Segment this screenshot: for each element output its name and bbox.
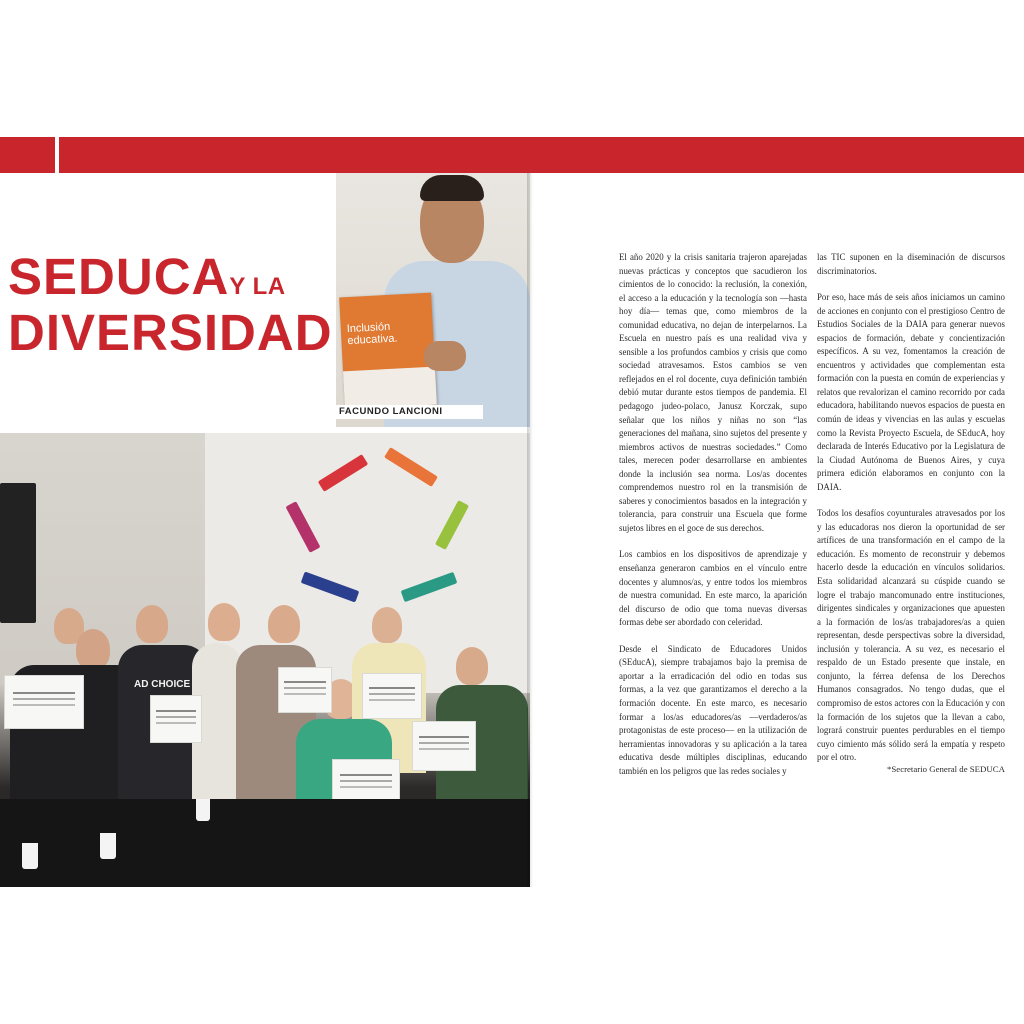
- attendee-head: [268, 605, 300, 643]
- header-red-bar-left: [0, 137, 55, 173]
- star-segment-teal: [401, 572, 458, 602]
- author-footnote: *Secretario General de SEDUCA: [887, 764, 1005, 774]
- attendee-head: [372, 607, 402, 643]
- paragraph: las TIC suponen en la diseminación de discursos discriminatorios.: [817, 252, 1005, 276]
- title-seduca: SEDUCA: [8, 248, 230, 305]
- title-diversidad: DIVERSIDAD: [8, 304, 333, 361]
- attendee-head: [208, 603, 240, 641]
- attendee-head: [456, 647, 488, 685]
- held-publication: [339, 293, 437, 410]
- group-photo: [0, 433, 530, 887]
- article-column-1: [619, 251, 807, 791]
- paragraph: Todos los desafíos coyunturales atravesados por los y las educadoras nos dieron la oportunidad de ser artífices de una transformación en el campo de la educación. Es momento de reconstruir y debemos hacerlo desde la educación en vínculos solidarios. Esta solidaridad alcanzará su cúspide cuando se logre el trabajo mancomunado entre instituciones, dirigentes sindicales y organizaciones que apuesten a la formación de los/as trabajadores/as a quien representan, desde perspectivas sobre la diversidad, inclusión y tolerancia. A su vez, es necesario el respaldo de un Estado presente que instale, en conjunto, la férrea defensa de los Derechos Humanos consagrados. No tengo dudas, que el compromiso de estos actores con la Educación y con la formación de los sujetos que la llevan a cabo, logrará construir puentes perdurables en el tiempo cuyo cimiento más sólido será la empatía y respeto por el otro.: [817, 508, 1005, 763]
- page-gutter: [527, 173, 533, 887]
- certificate: [362, 673, 422, 719]
- star-segment-red: [318, 454, 368, 492]
- certificate: [412, 721, 476, 771]
- star-segment-blue: [301, 571, 360, 602]
- tshirt-print: AD CHOICE: [134, 679, 191, 690]
- portrait-photo: [336, 173, 530, 427]
- star-segment-orange: [384, 447, 438, 487]
- title-y-la: Y LA: [229, 273, 286, 300]
- speaker-cabinet: [0, 483, 36, 623]
- header-red-bar: [59, 137, 1024, 173]
- publication-title: Inclusión educativa.: [346, 320, 398, 348]
- certificate: [278, 667, 332, 713]
- article-title: [8, 248, 333, 361]
- plastic-cup: [196, 799, 210, 821]
- publication-illustration: [343, 367, 437, 410]
- portrait-hair: [420, 175, 484, 201]
- article-column-2: [817, 251, 1005, 778]
- certificate: [4, 675, 84, 729]
- portrait-caption: FACUNDO LANCIONI: [336, 405, 483, 419]
- star-segment-green: [435, 500, 469, 550]
- attendee-head: [136, 605, 168, 643]
- portrait-hands: [424, 341, 466, 371]
- magazine-spread: [0, 137, 1024, 887]
- paragraph: Los cambios en los dispositivos de aprendizaje y enseñanza generaron cambios en el vínculo entre docentes y alumnos/as, y entre todos los miembros de nuestra comunidad. En este marco, la aparición del discurso de odio que toma nuevas diversas formas debe ser abordado con celeridad.: [619, 549, 807, 628]
- attendee-head: [76, 629, 110, 669]
- paragraph: Desde el Sindicato de Educadores Unidos (SEducA), siempre trabajamos bajo la premisa de aportar a la erradicación del odio en todas sus formas, a la vez que garantizamos el derecho a la formación docente. En este marco, es necesario formar a los/as educadores/as —verdaderos/as protagonistas de este proceso— en la utilización de herramientas innovadoras y su aplicación a la tarea educativa desde múltiples disciplinas, educando también en los peligros que las redes sociales y: [619, 643, 807, 776]
- paragraph: Por eso, hace más de seis años iniciamos un camino de acciones en conjunto con el prestigioso Centro de Estudios Sociales de la DAIA para generar nuevos espacios de formación, debate y concientización específicos. A su vez, fomentamos la creación de encuentros y actividades que complementan esta formación con la puesta en común de experiencias y relatos que revalorizan el camino recorrido por cada educadora, habilitando nuevos espacios de puesta en común de ideas y vivencias en las aulas y escuelas como la Revista Proyecto Escuela, de SEducA, hoy declarada de Interés Educativo por la Legislatura de la Ciudad Autónoma de Buenos Aires, y cuya primera edición elaboramos en conjunto con la DAIA.: [817, 292, 1005, 492]
- plastic-cup: [22, 843, 38, 869]
- certificate: [150, 695, 202, 743]
- plastic-cup: [100, 833, 116, 859]
- star-segment-purple: [285, 501, 320, 553]
- paragraph: El año 2020 y la crisis sanitaria trajeron aparejadas nuevas prácticas y conceptos que sacudieron los cimientos de lo conocido: la reclusión, la conexión, el acceso a la educación y la tecnología son —hasta hoy día— temas que, como miembros de la comunidad educativa, no dejan de interpelarnos. La Escuela en nuestro país es una realidad viva y sensible a los profundos cambios y crisis que como sociedad atravesamos. Estos cambios se ven reflejados en el rol docente, cuya definición también debió mutar durante estos tiempos de pandemia. El pedagogo judeo-polaco, Janusz Korczak, supo señalar que los niños y niñas no son “las generaciones del mañana, sino sujetos del presente y miembros activos de nuestras sociedades.” Como tales, merecen poder desarrollarse en ambientes donde la inclusión sea norma. Los/as docentes comprendemos nuestro rol en la transmisión de saberes y conocimientos basados en la integración y tolerancia, para construir una Escuela que forme sujetos libres en el goce de sus derechos.: [619, 252, 807, 533]
- conference-table: [0, 799, 530, 887]
